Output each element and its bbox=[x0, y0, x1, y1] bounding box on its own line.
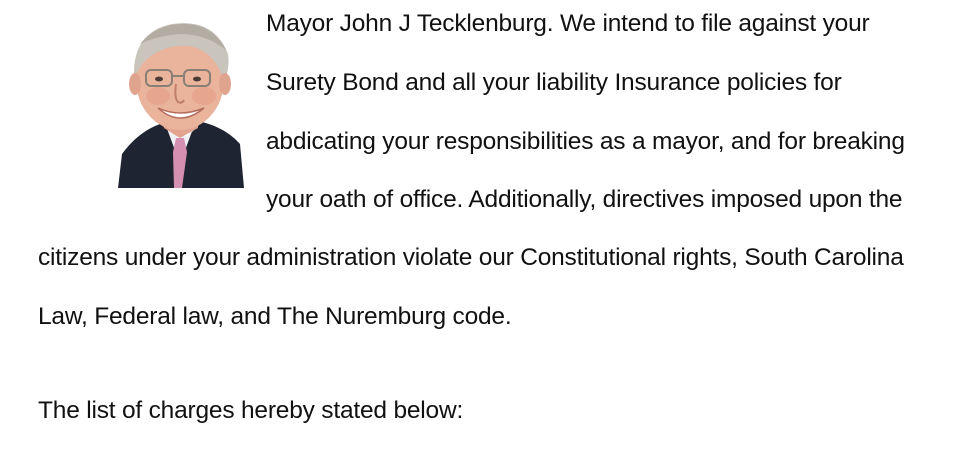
portrait-photo bbox=[118, 4, 244, 188]
body-text-line: abdicating your responsibilities as a mayor, and for breaking bbox=[266, 128, 905, 155]
portrait-illustration bbox=[118, 4, 244, 188]
body-text-line: your oath of office. Additionally, directives imposed upon the bbox=[266, 186, 903, 213]
body-text-line: citizens under your administration violate our Constitutional rights, South Carolina bbox=[38, 244, 904, 271]
charges-intro: The list of charges hereby stated below: bbox=[38, 397, 464, 424]
body-text-line: Law, Federal law, and The Nuremburg code. bbox=[38, 303, 512, 330]
body-text-line: Surety Bond and all your liability Insurance policies for bbox=[266, 69, 842, 96]
body-text-line: Mayor John J Tecklenburg. We intend to file against your bbox=[266, 10, 870, 37]
